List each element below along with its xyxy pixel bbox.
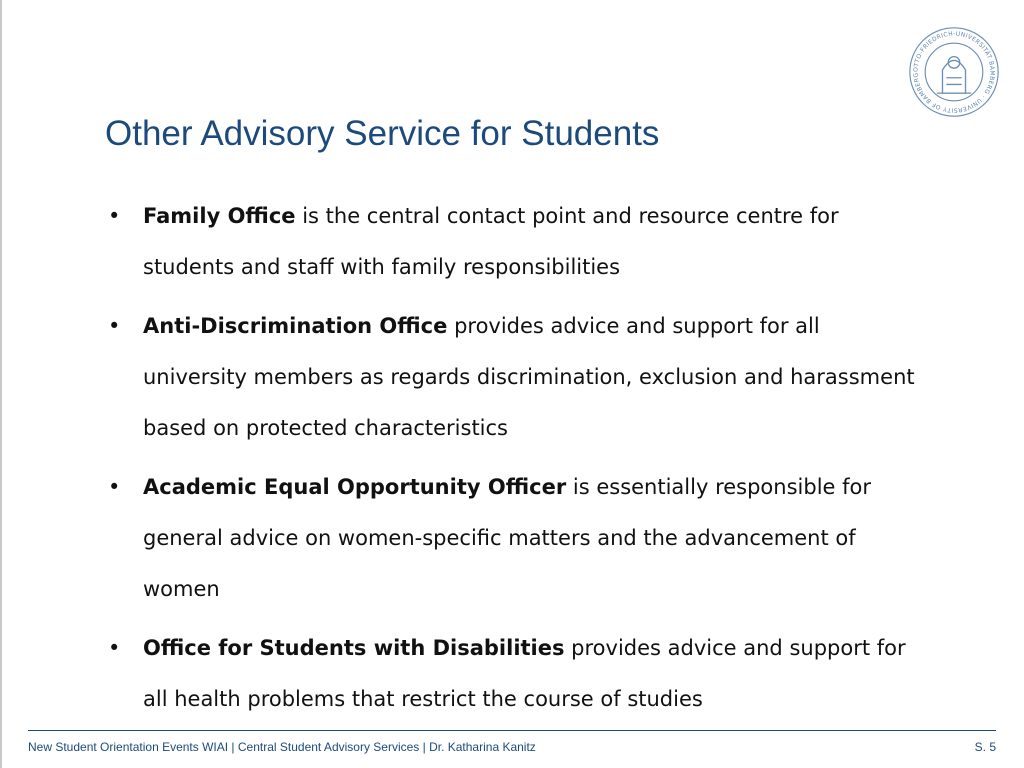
bullet-term: Academic Equal Opportunity Officer [143,475,567,499]
footer-text: New Student Orientation Events WIAI | Central Student Advisory Services | Dr. Katharina Kanitz [28,740,536,754]
bullet-marker: • [108,636,121,660]
page-number: S. 5 [974,740,996,754]
bullet-marker: • [108,314,121,338]
bullet-marker: • [108,475,121,499]
bullet-marker: • [108,204,121,228]
bullet-term: Family Office [143,204,296,228]
slide-title: Other Advisory Service for Students [105,114,660,153]
bullet-text: is the central contact point and resource centre for students and staff with family responsibilities [143,204,839,279]
footer-divider [28,730,996,731]
university-seal-icon [906,24,1002,120]
bullet-item-anti-discrimination-office [105,301,920,454]
bullet-term: Office for Students with Disabilities [143,636,565,660]
bullet-text: provides advice and support for all university members as regards discrimination, exclusion and harassment based on protected characteristics [143,314,915,440]
seal-ring-text: OTTO-FRIEDRICH-UNIVERSITÄT BAMBERG · UNIVERSITY OF BAMBERG [912,30,996,114]
bullet-item-disabilities-office [105,623,920,725]
bullet-item-family-office [105,191,920,293]
bullet-item-equal-opportunity-officer [105,462,920,615]
bullet-text: is essentially responsible for general advice on women-specific matters and the advancement of women [143,475,872,601]
bullet-text: provides advice and support for all health problems that restrict the course of studies [143,636,906,711]
bullet-term: Anti-Discrimination Office [143,314,448,338]
bullet-list [105,191,920,733]
slide-left-border [0,0,2,768]
